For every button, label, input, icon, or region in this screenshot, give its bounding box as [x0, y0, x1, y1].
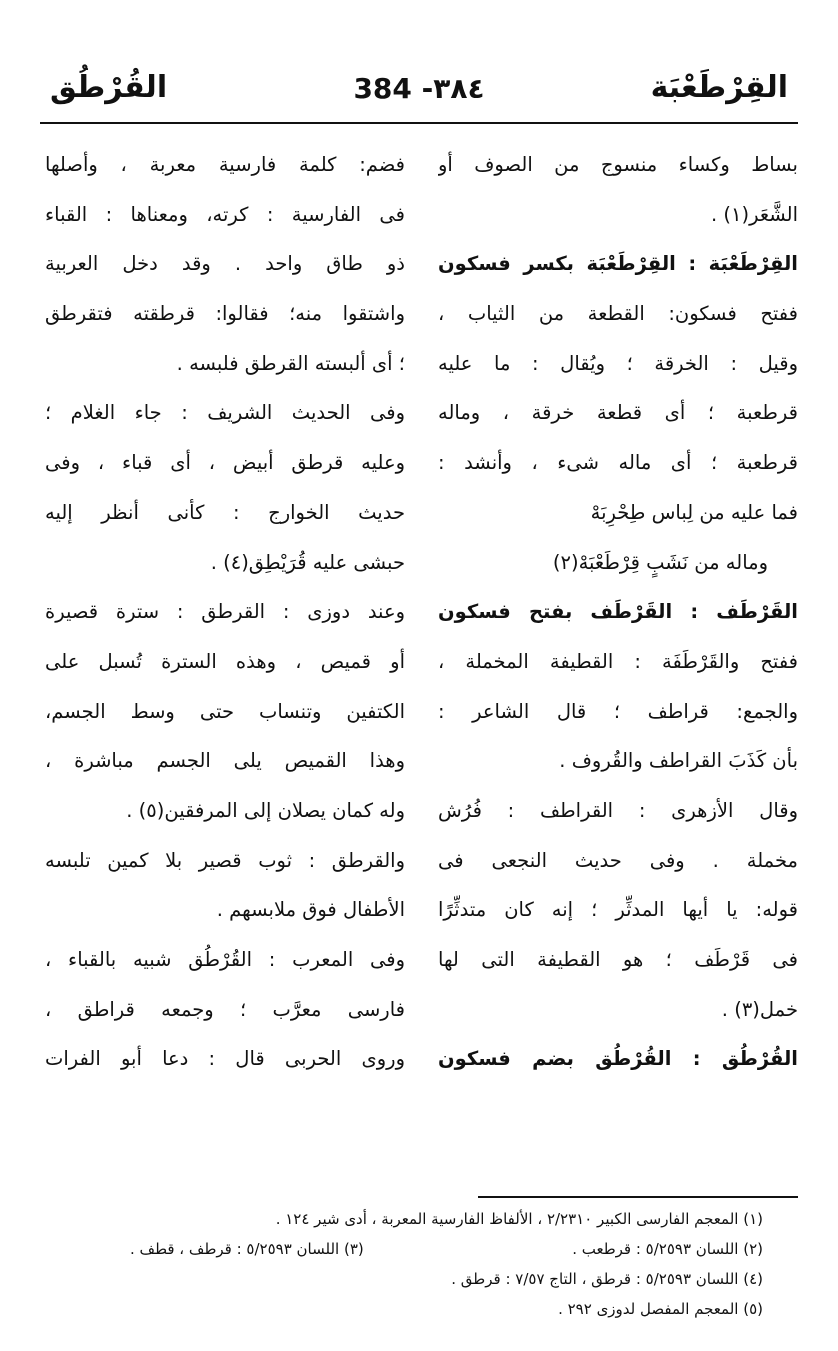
- text-line: ذو طاق واحد . وقد دخل العربية: [45, 252, 405, 276]
- text-line: حديث الخوارج : كأنى أنظر إليه: [45, 500, 405, 524]
- text-line: مخملة . وفى حديث النجعى فى: [438, 848, 798, 872]
- footnote-2: (٢) اللسان ٥/٢٥٩٣ : قرطعب .: [572, 1240, 763, 1258]
- text-line: فى قَرْطَف ؛ هو القطيفة التى لها: [438, 948, 798, 971]
- verse-line: وماله من نَشَبٍ قِرْطَعْبَهْ(٢): [552, 550, 768, 574]
- header-divider: [40, 122, 798, 124]
- header-last-entry: القُرْطُق: [50, 70, 168, 105]
- header-first-entry: القِرْطَعْبَة: [650, 70, 788, 105]
- footnote-4: (٤) اللسان ٥/٢٥٩٣ : قرطق ، التاج ٧/٥٧ : قرطق .: [451, 1270, 763, 1288]
- text-line: ففتح فسكون: القطعة من الثياب ،: [438, 302, 798, 326]
- verse-line: فما عليه من لِباس طِحْرِبَهْ: [590, 500, 798, 524]
- text-line: وفى المعرب : القُرْطُق شبيه بالقباء ،: [45, 948, 405, 971]
- text-line: أو قميص ، وهذه السترة تُسبل على: [45, 649, 405, 673]
- text-line: وقيل : الخرقة ؛ ويُقال : ما عليه: [438, 351, 798, 375]
- text-line: فى الفارسية : كرته، ومعناها : القباء: [45, 202, 405, 226]
- right-column: [438, 140, 798, 1084]
- text-line: وهذا القميص يلى الجسم مباشرة ،: [45, 749, 405, 773]
- entry-heading-line: القِرْطَعْبَة : القِرْطَعْبَة بكسر فسكون: [438, 252, 798, 276]
- text-line: وعليه قرطق أبيض ، أى قباء ، وفى: [45, 451, 405, 475]
- text-line: قوله: يا أيها المدثِّر ؛ إنه كان متدثِّرًا: [438, 898, 798, 922]
- text-line: والجمع: قراطف ؛ قال الشاعر :: [438, 699, 798, 723]
- footnote-1: (١) المعجم الفارسى الكبير ٢/٢٣١٠ ، الألفاظ الفارسية المعربة ، أدى شير ١٢٤ .: [275, 1210, 763, 1228]
- footnote-divider: [478, 1196, 798, 1198]
- running-header: [40, 62, 798, 122]
- text-line: الكتفين وتنساب حتى وسط الجسم،: [45, 699, 405, 723]
- text-line: حبشى عليه قُرَيْطِق(٤) .: [210, 550, 405, 574]
- text-line: فضم: كلمة فارسية معربة ، وأصلها: [45, 153, 405, 176]
- page-number: 384 -٣٨٤: [353, 72, 485, 105]
- text-line: قرطعبة ؛ أى ماله شىء ، وأنشد :: [438, 451, 798, 475]
- text-line: قرطعبة ؛ أى قطعة خرقة ، وماله: [438, 401, 798, 425]
- text-line: فارسى معرَّب ؛ وجمعه قراطق ،: [45, 997, 405, 1021]
- text-line: خمل(٣) .: [721, 997, 798, 1021]
- text-line: وروى الحربى قال : دعا أبو الفرات: [45, 1047, 405, 1071]
- entry-heading-line: القَرْطَف : القَرْطَف بفتح فسكون: [438, 600, 798, 624]
- left-column: [45, 140, 405, 1084]
- text-line: وله كمان يصلان إلى المرفقين(٥) .: [126, 798, 405, 822]
- entry-heading-line: القُرْطُق : القُرْطُق بضم فسكون: [438, 1047, 798, 1071]
- text-line: ؛ أى ألبسته القرطق فلبسه .: [176, 351, 405, 375]
- footnote-5: (٥) المعجم المفصل لدوزى ٢٩٢ .: [558, 1300, 763, 1318]
- text-line: الأطفال فوق ملابسهم .: [216, 898, 405, 922]
- text-line: واشتقوا منه؛ فقالوا: قرطقته فتقرطق: [45, 302, 405, 326]
- text-line: ففتح والقَرْطَفَة : القطيفة المخملة ،: [438, 649, 798, 673]
- text-line: وقال الأزهرى : القراطف : فُرُش: [438, 798, 798, 822]
- footnote-3: (٣) اللسان ٥/٢٥٩٣ : قرطف ، قطف .: [130, 1240, 364, 1258]
- text-line: والقرطق : ثوب قصير بلا كمين تلبسه: [45, 848, 405, 872]
- text-line: وعند دوزى : القرطق : سترة قصيرة: [45, 600, 405, 624]
- text-line: بساط وكساء منسوج من الصوف أو: [438, 153, 798, 176]
- text-line: وفى الحديث الشريف : جاء الغلام ؛: [45, 401, 405, 425]
- text-line: الشَّعَر(١) .: [710, 202, 798, 226]
- verse-line: بأن كَذَبَ القراطف والقُروف .: [559, 749, 798, 773]
